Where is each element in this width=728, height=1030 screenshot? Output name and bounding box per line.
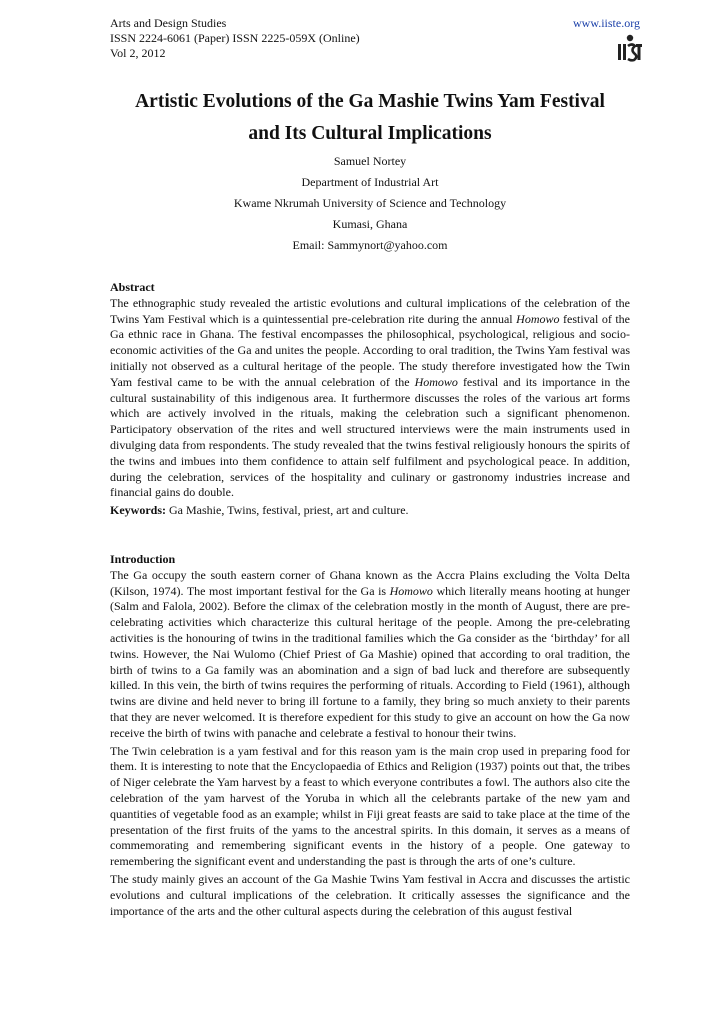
iiste-logo bbox=[617, 34, 643, 62]
keywords-line bbox=[110, 503, 630, 519]
abstract-paragraph: The ethnographic study revealed the artistic evolutions and cultural implications of the celebration of the Twins Yam Festival which is a quintessential pre-celebration rite during the annual Homowo festival of the Ga ethnic race in Ghana. The festival encompasses the philosophical, psychological, religious and socio-economic activities of the Ga and unites the people. According to oral tradition, the Twins Yam festival was initially not observed as a cultural heritage of the people. The study therefore investigated how the Twin Yam festival came to be with the annual celebration of the Homowo festival and its importance in the cultural sustainability of this indigenous area. It furthermore discusses the roles of the various art forms which are actively involved in the rituals, making the celebration such a significant phenomenon. Participatory observation of the rites and well structured interviews were the main instruments used in divulging data from respondents. The study revealed that the twins festival religiously honours the spirits of the twins and imbues into them confidence to attain self fulfilment and psychological peace. In addition, during the celebration, services of the hospitality and culinary or gastronomy industries increase and financial gains do double. bbox=[110, 295, 630, 500]
journal-url-link[interactable]: www.iiste.org bbox=[573, 16, 640, 30]
journal-name: Arts and Design Studies bbox=[110, 16, 227, 30]
volume-line: Vol 2, 2012 bbox=[110, 46, 166, 60]
introduction-section bbox=[110, 552, 630, 919]
paper-title-line1: Artistic Evolutions of the Ga Mashie Twins Yam Festival bbox=[135, 91, 605, 112]
running-header bbox=[110, 16, 360, 61]
introduction-paragraph-3: The study mainly gives an account of the Ga Mashie Twins Yam festival in Accra and discusses the artistic evolutions and cultural implications of the celebration. It critically assesses the significance and the importance of the arts and the other cultural aspects during the celebration of this august festival bbox=[110, 871, 630, 918]
keywords-text: Ga Mashie, Twins, festival, priest, art and culture. bbox=[166, 503, 409, 518]
author-university: Kwame Nkrumah University of Science and Technology bbox=[233, 196, 507, 210]
author-department: Department of Industrial Art bbox=[301, 175, 439, 189]
introduction-paragraph-2: The Twin celebration is a yam festival and for this reason yam is the main crop used in preparing food for them. It is interesting to note that the Encyclopaedia of Ethics and Religion (1937) points out that, the tribes of Niger celebrate the Yam harvest by a feast to which everyone contributes a fowl. The authors also cite the celebration of the yam harvest of the Yoruba in which all the celebrants partake of the new yam and quantities of vegetable food as an example; whilst in Fiji great feasts are said to take place at the time of the presentation of the first fruits of the yams to the ancestral spirits. In this domain, it serves as a means of commemorating and remembering significant events in the history of a people. One gateway to remembering the significant event and understanding the past is through the arts of one’s culture. bbox=[110, 743, 630, 869]
keywords-label: Keywords: bbox=[110, 503, 166, 518]
introduction-paragraph-1: The Ga occupy the south eastern corner of Ghana known as the Accra Plains excluding the Volta Delta (Kilson, 1974). The most important festival for the Ga is Homowo which literally means hooting at hunger (Salm and Falola, 2002). Before the climax of the celebration mostly in the month of August, there are pre-celebrating activities which characterize this cultural heritage of the people. Among the pre-celebrating activities is the honouring of twins in the traditional families which the Ga consider as the ‘birthday’ for all twins. However, the Nai Wulomo (Chief Priest of Ga Mashie) opined that according to oral tradition, the birth of twins to a Ga family was an abomination and a sign of bad luck and therefore are subsequently killed. In this vein, the birth of twins requires the performing of rituals. According to Field (1961), although twins are divine and held never to bring ill fortune to a family, they bring so much anxiety to their parents that they are never welcomed. It is therefore expedient for this study to give an account on how the Ga now receive the birth of twins with panache and celebrate a festival to honour their twins. bbox=[110, 567, 630, 740]
author-name: Samuel Nortey bbox=[333, 154, 407, 168]
author-email: Email: Sammynort@yahoo.com bbox=[292, 238, 448, 252]
paper-title-line2: and Its Cultural Implications bbox=[248, 123, 492, 144]
issn-line: ISSN 2224-6061 (Paper) ISSN 2225-059X (Online) bbox=[110, 31, 360, 45]
abstract-heading: Abstract bbox=[110, 280, 155, 294]
author-location: Kumasi, Ghana bbox=[332, 217, 408, 231]
introduction-heading: Introduction bbox=[110, 552, 176, 566]
abstract-section bbox=[110, 280, 630, 519]
